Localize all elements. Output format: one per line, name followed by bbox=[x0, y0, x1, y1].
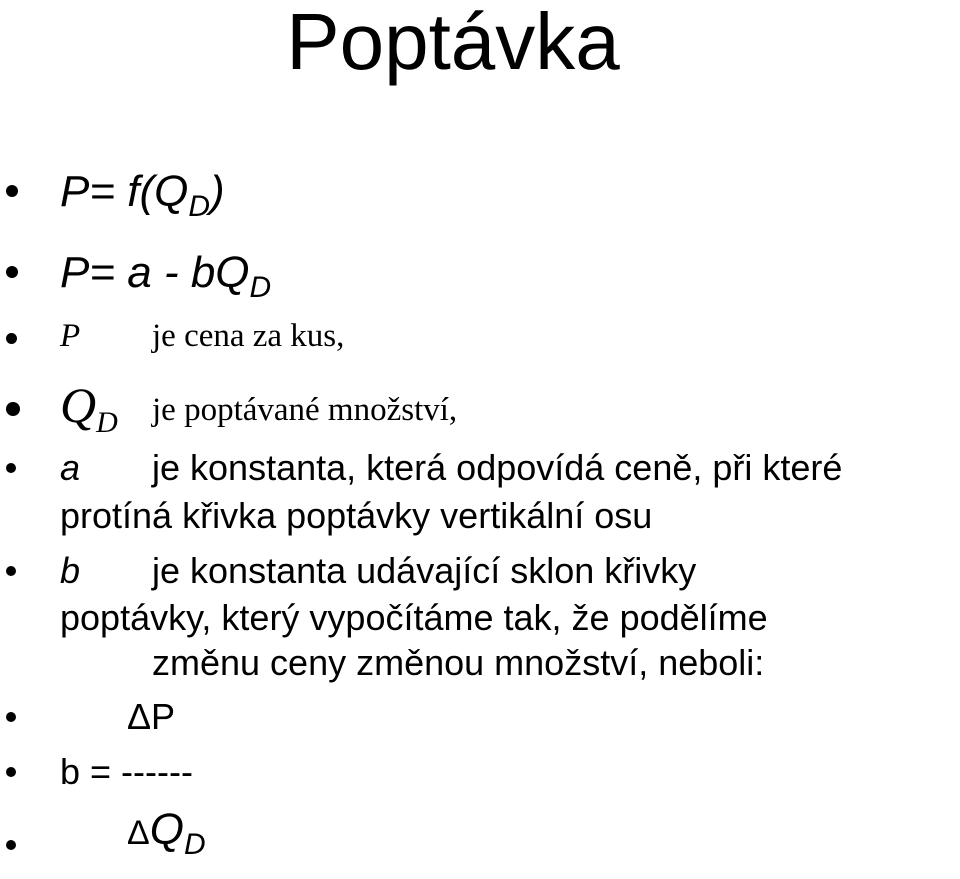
definition-term-a: a bbox=[60, 447, 81, 488]
formula-close: ) bbox=[209, 167, 225, 216]
fraction-numerator: ΔP bbox=[127, 696, 176, 737]
denominator-q: Q bbox=[149, 805, 184, 854]
fraction-formula: b = ------ bbox=[60, 751, 193, 792]
definition-desc-b: je konstanta udávající sklon křivky bbox=[152, 550, 697, 591]
bullet-marker bbox=[6, 266, 18, 278]
formula-subscript: D bbox=[188, 189, 210, 223]
bullet-marker bbox=[6, 566, 16, 576]
bullet-marker bbox=[6, 767, 16, 777]
fraction-denominator bbox=[127, 805, 206, 861]
definition-term-b: b bbox=[60, 550, 81, 591]
formula-main: P= f(Q bbox=[60, 167, 189, 216]
bullet-marker bbox=[6, 402, 20, 416]
denominator-delta: Δ bbox=[127, 814, 150, 852]
definition-desc-a: je konstanta, která odpovídá ceně, při které bbox=[152, 447, 843, 488]
definition-term-p: P bbox=[60, 318, 81, 354]
definition-desc-b-continued-1: poptávky, který vypočítáme tak, že podělíme bbox=[60, 597, 768, 638]
formula-demand-function bbox=[60, 167, 225, 223]
formula-main: P= a - bQ bbox=[60, 248, 250, 297]
term-subscript: D bbox=[96, 406, 118, 439]
bullet-marker bbox=[6, 463, 16, 473]
definition-desc-qd: je poptávané množství, bbox=[152, 392, 458, 428]
term-q: Q bbox=[60, 377, 97, 433]
definition-desc-p: je cena za kus, bbox=[152, 318, 345, 354]
formula-subscript: D bbox=[249, 270, 272, 304]
definition-desc-a-continued: protíná křivka poptávky vertikální osu bbox=[60, 495, 653, 536]
formula-linear-demand bbox=[60, 248, 272, 304]
definition-desc-b-continued-2: změnu ceny změnou množství, neboli: bbox=[152, 642, 765, 683]
bullet-marker bbox=[6, 185, 18, 197]
bullet-marker bbox=[6, 840, 16, 850]
definition-term-qd bbox=[60, 377, 118, 439]
bullet-marker bbox=[6, 712, 16, 722]
slide-title: Poptávka bbox=[286, 0, 620, 86]
denominator-subscript: D bbox=[183, 827, 206, 861]
bullet-marker bbox=[6, 333, 17, 344]
